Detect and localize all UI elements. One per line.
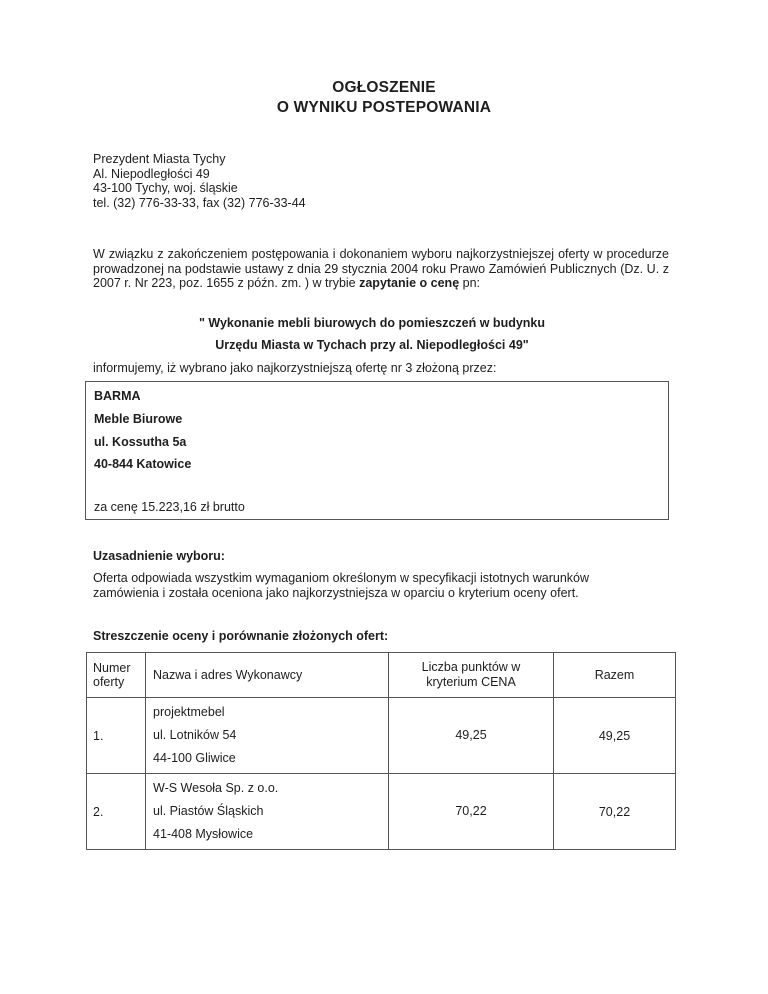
header-text: Numer: [93, 661, 131, 675]
contractor-cell: [146, 774, 389, 850]
issuer-line: tel. (32) 776-33-33, fax (32) 776-33-44: [93, 195, 306, 210]
offer-number: 2.: [87, 774, 146, 850]
issuer-line: Prezydent Miasta Tychy: [93, 152, 226, 166]
issuer-line: 43-100 Tychy, woj. śląskie: [93, 181, 238, 195]
justification-line: zamówienia i została oceniona jako najkorzystniejsza w oparciu o kryterium oceny ofert.: [93, 586, 579, 600]
intro-paragraph: [93, 247, 669, 291]
header-text: Liczba punktów w: [421, 660, 521, 674]
table-row: [87, 774, 676, 850]
contractor-city: 44-100 Gliwice: [153, 751, 236, 765]
header-points: [389, 653, 554, 698]
summary-heading: Streszczenie oceny i porównanie złożonych ofert:: [93, 629, 389, 643]
winner-city: 40-844 Katowice: [94, 457, 192, 471]
contractor-name: W-S Wesoła Sp. z o.o.: [153, 781, 279, 795]
issuer-line: Al. Niepodległości 49: [93, 166, 210, 181]
issuer-address: [93, 152, 306, 210]
contractor-street: ul. Lotników 54: [153, 728, 237, 742]
header-offer-number: [87, 653, 146, 698]
document-title-line1: OGŁOSZENIE: [332, 79, 436, 96]
winner-box: [85, 381, 669, 520]
info-text: informujemy, iż wybrano jako najkorzystniejszą ofertę nr 3 złożoną przez:: [93, 361, 497, 375]
contractor-cell: [146, 698, 389, 774]
table-header-row: [87, 653, 676, 698]
intro-text: W związku z zakończeniem postępowania i dokonaniem wyboru najkorzystniejszej oferty w procedurze prowadzonej na podstawie ustawy z dnia 29 stycznia 2004 roku Prawo Zamówień Publicznych (Dz. U. z 2007 r. Nr 223, poz. 1655 z późn. zm. ) w trybie: [93, 247, 669, 291]
offer-total: 70,22: [554, 774, 676, 850]
offer-total: 49,25: [554, 698, 676, 774]
offer-points: 49,25: [389, 698, 554, 774]
table-row: [87, 698, 676, 774]
intro-suffix: pn:: [459, 276, 481, 291]
header-text: oferty: [93, 675, 125, 689]
subject-line1: " Wykonanie mebli biurowych do pomieszczeń w budynku: [198, 316, 546, 330]
winner-name: BARMA: [94, 389, 141, 403]
offer-points: 70,22: [389, 774, 554, 850]
offers-table: [86, 652, 676, 850]
contractor-street: ul. Piastów Śląskich: [153, 804, 264, 818]
justification-heading: Uzasadnienie wyboru:: [93, 549, 225, 563]
procedure-mode: zapytanie o cenę: [359, 276, 460, 291]
document-title-line2: O WYNIKU POSTEPOWANIA: [276, 99, 492, 116]
subject-line2: Urzędu Miasta w Tychach przy al. Niepodległości 49": [215, 338, 529, 352]
winner-street: ul. Kossutha 5a: [94, 435, 187, 449]
contractor-city: 41-408 Mysłowice: [153, 827, 254, 841]
winner-desc: Meble Biurowe: [94, 412, 183, 426]
offer-number: 1.: [87, 698, 146, 774]
justification-line: Oferta odpowiada wszystkim wymaganiom określonym w specyfikacji istotnych warunków: [93, 571, 590, 585]
justification-text: [93, 571, 669, 601]
contractor-name: projektmebel: [153, 705, 225, 719]
header-contractor: Nazwa i adres Wykonawcy: [146, 653, 389, 698]
header-total: Razem: [554, 653, 676, 698]
header-text: kryterium CENA: [426, 675, 516, 689]
winner-price: za cenę 15.223,16 zł brutto: [94, 500, 245, 514]
